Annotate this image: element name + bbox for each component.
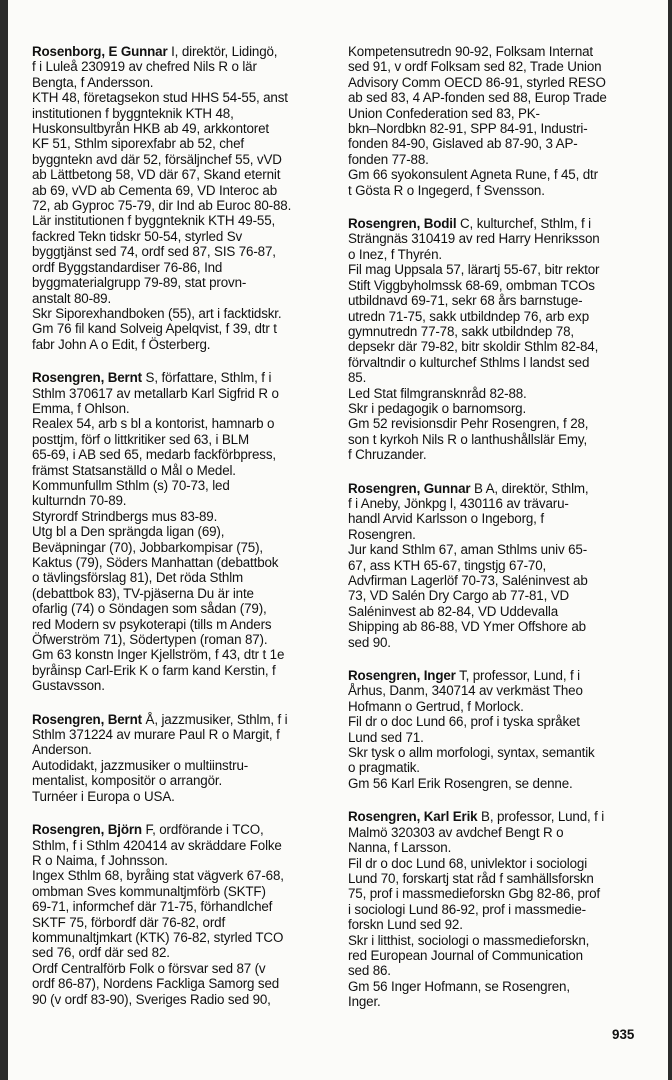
entry-line	[32, 930, 332, 945]
entry-line	[348, 75, 648, 90]
entry-line	[348, 668, 648, 683]
entry-text: Kompetensutredn 90-92, Folksam Internat	[348, 44, 593, 59]
entry-text: o pragmatik.	[348, 760, 420, 776]
entry-text: Emma, f Ohlson.	[32, 400, 130, 416]
entry-text: F, ordförande i TCO,	[145, 822, 264, 838]
entry-text: t Gösta R o Ingegerd, f Svensson.	[348, 182, 545, 198]
entry-text: o Inez, f Thyrén.	[348, 246, 442, 262]
entry-line	[32, 44, 332, 59]
entry-text: C, kulturchef, Sthlm, f i	[460, 216, 591, 232]
entry-text: KF 51, Sthlm siporexfabr ab 52, chef	[32, 136, 244, 152]
entry-text: Saléninvest ab 82-84, VD Uddevalla	[348, 603, 559, 619]
entry-text: ab sed 83, 4 AP-fonden sed 88, Europ Trade	[348, 90, 607, 106]
entry-line	[32, 678, 332, 693]
dictionary-page	[8, 0, 668, 1080]
entry-line	[348, 262, 648, 277]
entry-line	[348, 776, 648, 791]
entry-text: red Modern sv psykoterapi (tills m Anders	[32, 616, 272, 632]
entry-line	[348, 59, 648, 74]
entry-line	[32, 306, 332, 321]
entry-text: Advisory Comm OECD 86-91, styrled RESO	[348, 74, 606, 90]
entry-line	[348, 324, 648, 339]
entry-line	[348, 44, 648, 59]
entry-text: främst Statsanställd o Mål o Medel.	[32, 462, 236, 478]
entry-line	[32, 183, 332, 198]
entry-line	[348, 511, 648, 526]
entry-headword: Rosengren, Bernt	[32, 711, 142, 727]
entry-text: Styrordf Strindbergs mus 83-89.	[32, 508, 218, 524]
entry-line	[348, 309, 648, 324]
entry-text: fabr John A o Edit, f Österberg.	[32, 336, 211, 352]
entry-line	[32, 586, 332, 601]
entry-text: Århus, Danm, 340714 av verkmäst Theo	[348, 683, 583, 699]
entry-text: f Chruzander.	[348, 447, 427, 463]
entry-text: Skr tysk o allm morfologi, syntax, semantik	[348, 745, 595, 761]
biography-entry	[32, 712, 332, 804]
entry-headword: Rosengren, Inger	[348, 668, 456, 684]
entry-line	[348, 216, 648, 231]
entry-text: bkn–Nordbkn 82-91, SPP 84-91, Industri-	[348, 121, 588, 137]
entry-text: Sthlm, f i Sthlm 420414 av skräddare Folke	[32, 837, 282, 853]
biography-entry	[32, 822, 332, 1007]
entry-text: B, professor, Lund, f i	[481, 809, 605, 825]
entry-text: R o Naima, f Johnsson.	[32, 852, 168, 868]
entry-line	[348, 745, 648, 760]
entry-text: Nanna, f Larsson.	[348, 840, 452, 856]
entry-line	[32, 632, 332, 647]
biography-entry	[348, 809, 648, 1009]
entry-line	[32, 152, 332, 167]
entry-text: Union Confederation sed 83, PK-	[348, 105, 540, 121]
entry-line	[348, 840, 648, 855]
entry-line	[348, 933, 648, 948]
entry-text: Bengta, f Andersson.	[32, 74, 154, 90]
entry-line	[348, 948, 648, 963]
entry-text: Jur kand Sthlm 67, aman Sthlms univ 65-	[348, 542, 588, 558]
entry-line	[32, 524, 332, 539]
entry-line	[348, 699, 648, 714]
entry-text: gymnutredn 77-78, sakk utbildndep 78,	[348, 323, 574, 339]
entry-text: Huskonsultbyrån HKB ab 49, arkkontoret	[32, 121, 269, 137]
entry-line	[32, 260, 332, 275]
entry-line	[348, 355, 648, 370]
entry-line	[348, 416, 648, 431]
entry-text: ab 69, vVD ab Cementa 69, VD Interoc ab	[32, 182, 277, 198]
entry-line	[32, 198, 332, 213]
entry-text: sed 90.	[348, 634, 391, 650]
entry-line	[348, 979, 648, 994]
entry-line	[32, 370, 332, 385]
entry-text: kulturndn 70-89.	[32, 493, 127, 509]
entry-line	[348, 167, 648, 182]
entry-line	[32, 493, 332, 508]
entry-line	[348, 401, 648, 416]
entry-text: Malmö 320303 av avdchef Bengt R o	[348, 824, 564, 840]
entry-text: SKTF 75, förbordf där 76-82, ordf	[32, 914, 226, 930]
entry-line	[348, 588, 648, 603]
entry-line	[348, 558, 648, 573]
entry-line	[32, 75, 332, 90]
entry-text: Fil mag Uppsala 57, lärartj 55-67, bitr rektor	[348, 262, 600, 278]
entry-text: Skr Siporexhandboken (55), art i facktidskr.	[32, 305, 282, 321]
entry-text: Å, jazzmusiker, Sthlm, f i	[145, 711, 288, 727]
entry-line	[348, 496, 648, 511]
entry-text: Inger.	[348, 994, 381, 1010]
entry-text: Led Stat filmgranskn​råd 82-88.	[348, 385, 527, 401]
entry-line	[32, 647, 332, 662]
entry-line	[348, 136, 648, 151]
entry-text: byråinsp Carl-Erik K o farm kand Kerstin, f	[32, 662, 276, 678]
entry-line	[32, 416, 332, 431]
entry-text: Gustavsson.	[32, 678, 105, 694]
entry-line	[348, 386, 648, 401]
entry-text: I, direktör, Lidingö,	[171, 44, 278, 59]
entry-text: ordf 86-87), Nordens Fackliga Samorg sed	[32, 976, 280, 992]
entry-text: red European Journal of Communication	[348, 947, 583, 963]
entry-text: ofarlig (74) o Söndagen som sådan (79),	[32, 601, 267, 617]
entry-line	[348, 183, 648, 198]
entry-line	[348, 809, 648, 824]
entry-line	[32, 540, 332, 555]
entry-line	[32, 899, 332, 914]
entry-line	[32, 945, 332, 960]
entry-text: Skr i pedagogik o barnomsorg.	[348, 400, 527, 416]
entry-line	[348, 619, 648, 634]
entry-line	[32, 291, 332, 306]
entry-line	[348, 121, 648, 136]
entry-line	[32, 59, 332, 74]
entry-line	[32, 213, 332, 228]
entry-text: ab Lättbetong 58, VD där 67, Skand eternit	[32, 167, 281, 183]
entry-line	[32, 167, 332, 182]
entry-line	[32, 275, 332, 290]
entry-text: KTH 48, företagsekon stud HHS 54-55, anst	[32, 90, 288, 106]
entry-text: Ordf Centralförb Folk o försvar sed 87 (v	[32, 960, 266, 976]
entry-text: son t kyrkoh Nils R o lanthushållslär Emy,	[348, 431, 588, 447]
entry-line	[32, 617, 332, 632]
entry-line	[348, 963, 648, 978]
biography-entry	[348, 668, 648, 791]
entry-line	[348, 527, 648, 542]
page-number: 935	[612, 1027, 635, 1042]
entry-line	[32, 478, 332, 493]
entry-text: ombman Sves kommunaltjmförb (SKTF)	[32, 883, 266, 899]
entry-text: Kaktus (79), Söders Manhattan (debattbok	[32, 555, 279, 570]
entry-line	[348, 231, 648, 246]
entry-line	[348, 293, 648, 308]
entry-line	[348, 635, 648, 650]
entry-text: Öfwerström 71), Södertypen (roman 87).	[32, 632, 268, 648]
entry-text: Fil dr o doc Lund 66, prof i tyska språket	[348, 714, 580, 730]
entry-line	[32, 601, 332, 616]
entry-text: 90 (v ordf 83-90), Sveriges Radio sed 90,	[32, 991, 271, 1007]
entry-text: Gm 52 revisionsdir Pehr Rosengren, f 28,	[348, 416, 589, 432]
entry-line	[32, 822, 332, 837]
entry-line	[348, 902, 648, 917]
entry-text: 67, ass KTH 65-67, tingstjg 67-70,	[348, 557, 547, 573]
entry-text: o tävlingsförslag 81), Det röda Sthlm	[32, 570, 244, 586]
entry-line	[32, 853, 332, 868]
entry-text: byggtjänst sed 74, ordf sed 87, SIS 76-87,	[32, 244, 276, 260]
entry-line	[348, 917, 648, 932]
entry-line	[32, 337, 332, 352]
entry-text: utredn 71-75, sakk utbildndep 76, arb exp	[348, 308, 590, 324]
entry-line	[348, 604, 648, 619]
entry-text: f i Aneby, Jönkpg l, 430116 av trävaru-	[348, 495, 569, 511]
entry-text: f i Luleå 230919 av chefred Nils R o lär	[32, 59, 257, 75]
entry-text: Sthlm 371224 av murare Paul R o Margit, f	[32, 727, 280, 743]
entry-text: sed 91, v ordf Folksam sed 82, Trade Union	[348, 59, 602, 75]
entry-line	[348, 152, 648, 167]
entry-text: 75, prof i massmedieforskn Gbg 82-86, prof	[348, 886, 600, 902]
entry-headword: Rosengren, Björn	[32, 822, 142, 838]
entry-text: förvaltndir o kulturchef Sthlms l landst sed	[348, 354, 590, 370]
entry-line	[348, 90, 648, 105]
entry-text: Skr i litthist, sociologi o massmedieforskn,	[348, 932, 590, 948]
entry-line	[348, 683, 648, 698]
entry-line	[32, 773, 332, 788]
entry-text: forskn Lund sed 92.	[348, 917, 463, 933]
entry-headword: Rosengren, Karl Erik	[348, 809, 478, 825]
entry-line	[32, 976, 332, 991]
entry-text: mentalist, kompositör o arrangör.	[32, 773, 223, 789]
entry-line	[348, 825, 648, 840]
entry-text: kommunaltjmkart (KTK) 76-82, styrled TCO	[32, 929, 284, 945]
entry-line	[348, 730, 648, 745]
entry-text: posttjm, förf o littkritiker sed 63, i BLM	[32, 431, 249, 447]
entry-line	[32, 570, 332, 585]
entry-text: Lund 70, forskartj stat råd f samhällsforskn	[348, 870, 594, 886]
entry-line	[32, 401, 332, 416]
biography-entry	[32, 370, 332, 694]
entry-line	[32, 136, 332, 151]
entry-text: ordf Byggstandardiser 76-86, Ind	[32, 259, 223, 275]
entry-text: Ingex Sthlm 68, byråing stat vägverk 67-68,	[32, 868, 284, 884]
entry-line	[348, 994, 648, 1009]
entry-text: Strängnäs 310419 av red Harry Henriksson	[348, 231, 600, 247]
entry-text: i sociologi Lund 86-92, prof i massmedie-	[348, 901, 586, 917]
entry-text: 72, ab Gyproc 75-79, dir Ind ab Euroc 80-88.	[32, 198, 292, 214]
entry-text: utbildnavd 69-71, sekr 68 års barnstuge-	[348, 293, 583, 309]
entry-line	[32, 121, 332, 136]
entry-line	[348, 106, 648, 121]
entry-line	[348, 871, 648, 886]
entry-text: Lund sed 71.	[348, 729, 424, 745]
entry-text: Shipping ab 86-88, VD Ymer Offshore ab	[348, 619, 586, 635]
entry-text: Gm 76 fil kand Solveig Apelqvist, f 39, dtr t	[32, 321, 277, 337]
entry-line	[32, 663, 332, 678]
entry-line	[32, 712, 332, 727]
entry-text: Turnéer i Europa o USA.	[32, 788, 175, 804]
entry-text: handl Arvid Karlsson o Ingeborg, f	[348, 511, 544, 527]
entry-text: byggntekn avd där 52, försäljnchef 55, vVD	[32, 151, 282, 167]
entry-text: Stift Viggbyholmssk 68-69, ombman TCOs	[348, 277, 595, 293]
entry-line	[348, 247, 648, 262]
entry-text: (debattbok 83), TV-pjäserna Du är inte	[32, 585, 254, 601]
entry-line	[32, 758, 332, 773]
entry-text: 69-71, informchef där 71-75, förhandlchef	[32, 899, 273, 915]
entry-line	[32, 463, 332, 478]
entry-text: Gm 66 syokonsulent Agneta Rune, f 45, dtr	[348, 167, 598, 183]
entry-line	[348, 481, 648, 496]
entry-text: Gm 56 Inger Hofmann, se Rosengren,	[348, 978, 570, 994]
entry-line	[32, 727, 332, 742]
entry-text: institutionen f byggnteknik KTH 48,	[32, 105, 234, 121]
entry-text: Advfirman Lagerlöf 70-73, Saléninvest ab	[348, 573, 588, 588]
entry-line	[32, 884, 332, 899]
entry-line	[32, 447, 332, 462]
entry-text: Anderson.	[32, 742, 92, 758]
entry-line	[348, 856, 648, 871]
entry-line	[348, 339, 648, 354]
entry-text: Autodidakt, jazzmusiker o multiinstru-	[32, 757, 249, 773]
entry-text: Beväpningar (70), Jobbarkompisar (75),	[32, 539, 263, 555]
entry-text: byggmaterialgrupp 79-89, stat provn-	[32, 275, 247, 291]
entry-text: B A, direktör, Sthlm,	[474, 480, 589, 496]
entry-line	[348, 760, 648, 775]
entry-line	[348, 278, 648, 293]
biography-entry	[32, 44, 332, 352]
entry-line	[32, 555, 332, 570]
entry-line	[348, 573, 648, 588]
left-column	[32, 44, 332, 1025]
entry-text: Kommunfullm Sthlm (s) 70-73, led	[32, 477, 230, 493]
entry-text: T, professor, Lund, f i	[459, 668, 580, 684]
entry-line	[32, 244, 332, 259]
entry-line	[32, 868, 332, 883]
entry-line	[348, 432, 648, 447]
entry-text: sed 86.	[348, 963, 391, 979]
entry-text: anstalt 80-89.	[32, 290, 112, 306]
entry-text: depsekr där 79-82, bitr skoldir Sthlm 82-84,	[348, 339, 599, 355]
entry-text: Realex 54, arb s bl a kontorist, hamnarb o	[32, 416, 275, 432]
entry-headword: Rosengren, Gunnar	[348, 480, 471, 496]
entry-text: 73, VD Salén Dry Cargo ab 77-81, VD	[348, 588, 570, 604]
right-column	[348, 44, 648, 1028]
entry-text: fonden 84-90, Gislaved ab 87-90, 3 AP-	[348, 136, 578, 152]
entry-line	[32, 838, 332, 853]
entry-text: Utg bl a Den sprängda ligan (69),	[32, 524, 225, 540]
entry-line	[32, 321, 332, 336]
entry-line	[348, 370, 648, 385]
entry-text: Lär institutionen f byggnteknik KTH 49-55,	[32, 213, 276, 229]
entry-text: Fil dr o doc Lund 68, univlektor i sociologi	[348, 855, 588, 871]
entry-line	[348, 714, 648, 729]
biography-entry	[348, 216, 648, 463]
entry-text: fackred Tekn tidskr 50-54, styrled Sv	[32, 228, 243, 244]
entry-headword: Rosengren, Bernt	[32, 370, 142, 386]
entry-text: fonden 77-88.	[348, 151, 429, 167]
entry-line	[32, 90, 332, 105]
entry-text: Hofmann o Gertrud, f Morlock.	[348, 698, 524, 714]
entry-headword: Rosenborg, E Gunnar	[32, 44, 168, 59]
entry-text: Sthlm 370617 av metallarb Karl Sigfrid R o	[32, 385, 279, 401]
entry-headword: Rosengren, Bodil	[348, 216, 457, 232]
entry-text: 65-69, i AB sed 65, medarb fackförbpress,	[32, 447, 276, 463]
entry-line	[348, 886, 648, 901]
entry-line	[32, 961, 332, 976]
entry-line	[348, 542, 648, 557]
entry-line	[348, 447, 648, 462]
entry-text: sed 76, ordf där sed 82.	[32, 945, 170, 961]
entry-text: Gm 56 Karl Erik Rosengren, se denne.	[348, 775, 573, 791]
entry-line	[32, 915, 332, 930]
entry-text: 85.	[348, 370, 367, 386]
entry-text: Gm 63 konstn Inger Kjellström, f 43, dtr t 1e	[32, 647, 285, 663]
entry-line	[32, 992, 332, 1007]
entry-line	[32, 789, 332, 804]
biography-entry-continued	[348, 44, 648, 198]
entry-line	[32, 742, 332, 757]
entry-line	[32, 106, 332, 121]
entry-line	[32, 229, 332, 244]
entry-line	[32, 386, 332, 401]
entry-line	[32, 432, 332, 447]
entry-line	[32, 509, 332, 524]
entry-text: Rosengren.	[348, 526, 416, 542]
biography-entry	[348, 481, 648, 650]
entry-text: S, författare, Sthlm, f i	[145, 370, 272, 386]
